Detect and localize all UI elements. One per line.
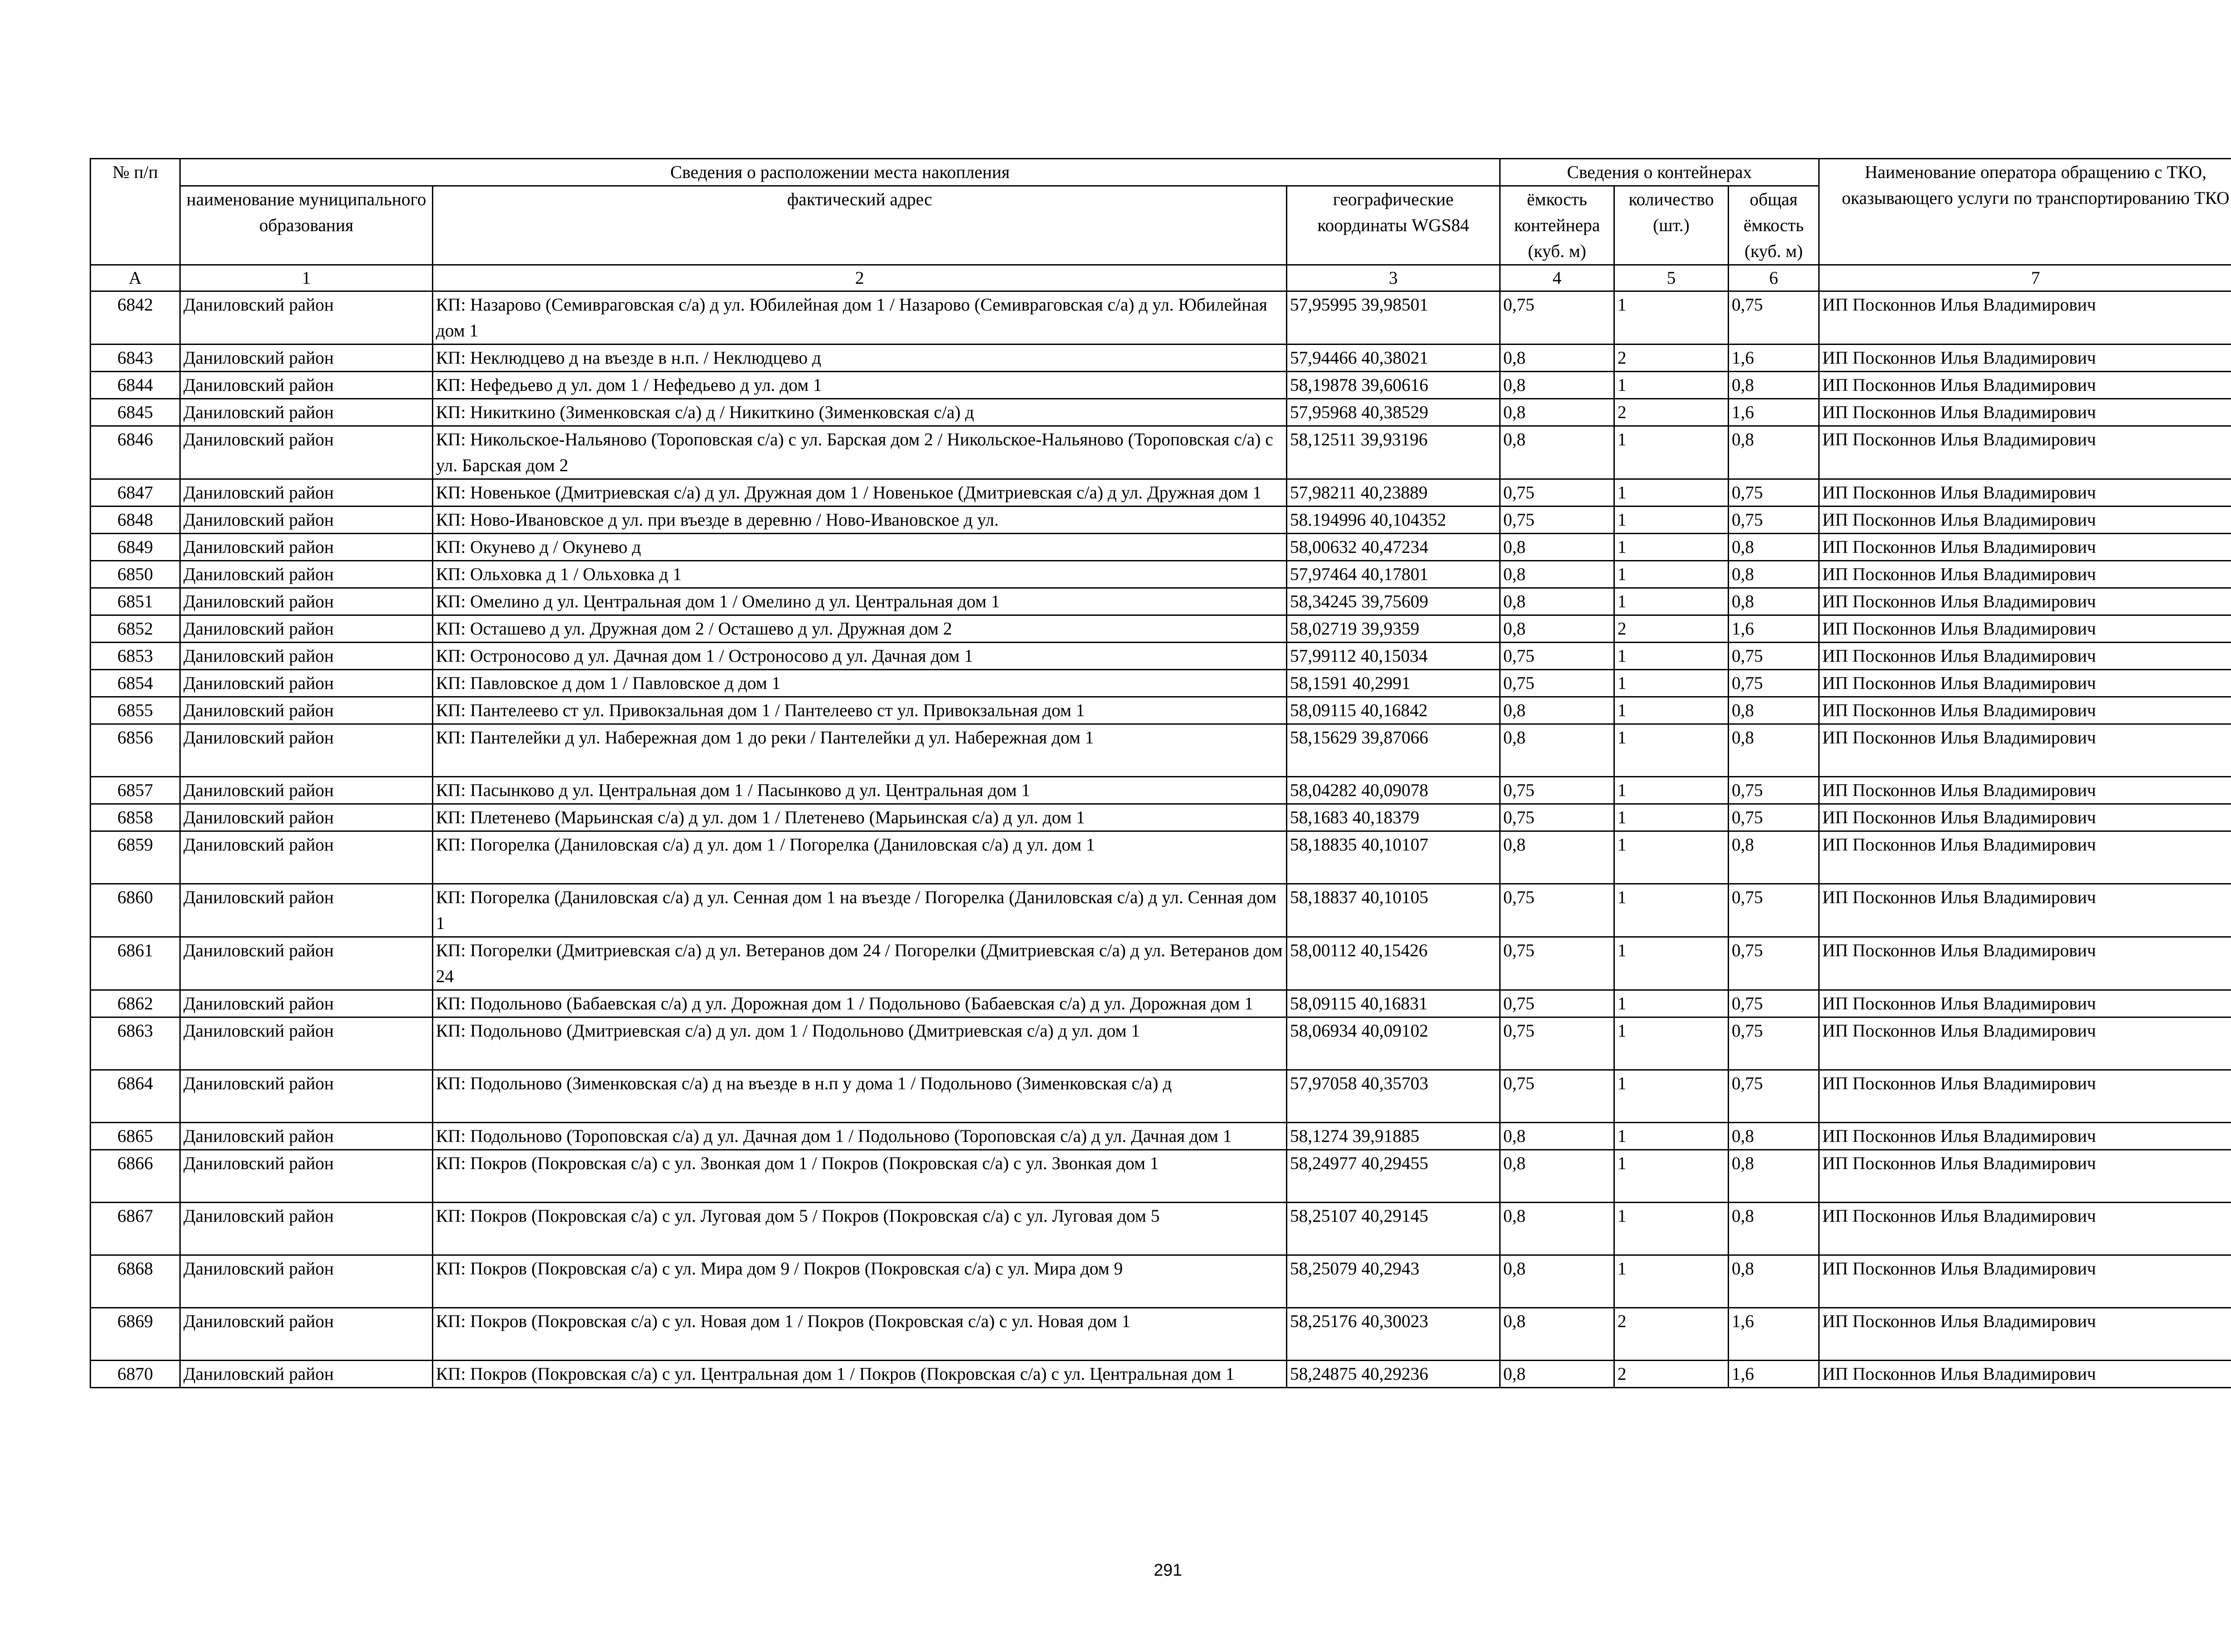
header-index-row <box>91 265 2231 291</box>
total-capacity-cell: 0,75 <box>1729 643 1819 670</box>
operator-cell: ИП Посконнов Илья Владимирович <box>1819 1150 2231 1203</box>
header-group-containers: Сведения о контейнерах <box>1500 159 1819 186</box>
count-cell: 1 <box>1614 372 1729 399</box>
coordinates-cell: 58,18837 40,10105 <box>1287 884 1500 937</box>
table-row <box>91 1308 2231 1361</box>
municipality-cell: Даниловский район <box>180 990 433 1017</box>
table-row <box>91 615 2231 643</box>
total-capacity-cell: 0,8 <box>1729 1123 1819 1150</box>
total-capacity-cell: 0,8 <box>1729 588 1819 615</box>
table-row <box>91 804 2231 831</box>
row-number: 6849 <box>91 534 180 561</box>
header-col-municipality: наименование муниципального образования <box>180 186 433 265</box>
address-cell: КП: Никиткино (Зименковская с/а) д / Никиткино (Зименковская с/а) д <box>433 399 1287 426</box>
table-row <box>91 479 2231 506</box>
table-body <box>91 291 2231 1388</box>
capacity-cell: 0,8 <box>1500 1308 1614 1361</box>
address-cell: КП: Плетенево (Марьинская с/а) д ул. дом 1 / Плетенево (Марьинская с/а) д ул. дом 1 <box>433 804 1287 831</box>
operator-cell: ИП Посконнов Илья Владимирович <box>1819 615 2231 643</box>
address-cell: КП: Ольховка д 1 / Ольховка д 1 <box>433 561 1287 588</box>
row-number: 6870 <box>91 1361 180 1388</box>
count-cell: 2 <box>1614 1361 1729 1388</box>
total-capacity-cell: 0,8 <box>1729 1255 1819 1308</box>
row-number: 6860 <box>91 884 180 937</box>
row-number: 6867 <box>91 1203 180 1255</box>
total-capacity-cell: 0,75 <box>1729 990 1819 1017</box>
coordinates-cell: 58,04282 40,09078 <box>1287 777 1500 804</box>
address-cell: КП: Погорелка (Даниловская с/а) д ул. Сенная дом 1 на въезде / Погорелка (Даниловская с/а) д ул. Сенная дом 1 <box>433 884 1287 937</box>
count-cell: 1 <box>1614 1017 1729 1070</box>
coordinates-cell: 58,1591 40,2991 <box>1287 670 1500 697</box>
capacity-cell: 0,8 <box>1500 588 1614 615</box>
row-number: 6865 <box>91 1123 180 1150</box>
index-cell: 1 <box>180 265 433 291</box>
total-capacity-cell: 0,8 <box>1729 831 1819 884</box>
count-cell: 1 <box>1614 588 1729 615</box>
capacity-cell: 0,75 <box>1500 937 1614 990</box>
table-row <box>91 724 2231 777</box>
municipality-cell: Даниловский район <box>180 1070 433 1123</box>
total-capacity-cell: 0,75 <box>1729 1017 1819 1070</box>
count-cell: 1 <box>1614 1150 1729 1203</box>
table-row <box>91 561 2231 588</box>
count-cell: 2 <box>1614 345 1729 372</box>
registry-table <box>90 158 2231 1388</box>
operator-cell: ИП Посконнов Илья Владимирович <box>1819 561 2231 588</box>
municipality-cell: Даниловский район <box>180 534 433 561</box>
address-cell: КП: Подольново (Зименковская с/а) д на въезде в н.п у дома 1 / Подольново (Зименковская с/а) д <box>433 1070 1287 1123</box>
index-cell: 6 <box>1729 265 1819 291</box>
count-cell: 1 <box>1614 561 1729 588</box>
municipality-cell: Даниловский район <box>180 643 433 670</box>
index-cell: 7 <box>1819 265 2231 291</box>
capacity-cell: 0,8 <box>1500 615 1614 643</box>
row-number: 6859 <box>91 831 180 884</box>
index-cell: 3 <box>1287 265 1500 291</box>
capacity-cell: 0,8 <box>1500 561 1614 588</box>
capacity-cell: 0,75 <box>1500 804 1614 831</box>
capacity-cell: 0,8 <box>1500 724 1614 777</box>
row-number: 6864 <box>91 1070 180 1123</box>
operator-cell: ИП Посконнов Илья Владимирович <box>1819 372 2231 399</box>
municipality-cell: Даниловский район <box>180 937 433 990</box>
operator-cell: ИП Посконнов Илья Владимирович <box>1819 937 2231 990</box>
capacity-cell: 0,75 <box>1500 990 1614 1017</box>
row-number: 6856 <box>91 724 180 777</box>
capacity-cell: 0,75 <box>1500 670 1614 697</box>
capacity-cell: 0,75 <box>1500 506 1614 534</box>
table-row <box>91 399 2231 426</box>
total-capacity-cell: 1,6 <box>1729 345 1819 372</box>
capacity-cell: 0,8 <box>1500 399 1614 426</box>
total-capacity-cell: 0,8 <box>1729 534 1819 561</box>
operator-cell: ИП Посконнов Илья Владимирович <box>1819 804 2231 831</box>
table-row <box>91 372 2231 399</box>
table-row <box>91 1203 2231 1255</box>
index-cell: 5 <box>1614 265 1729 291</box>
table-row <box>91 884 2231 937</box>
coordinates-cell: 57,97464 40,17801 <box>1287 561 1500 588</box>
table-row <box>91 1070 2231 1123</box>
operator-cell: ИП Посконнов Илья Владимирович <box>1819 777 2231 804</box>
table-row <box>91 1255 2231 1308</box>
count-cell: 1 <box>1614 291 1729 345</box>
count-cell: 1 <box>1614 777 1729 804</box>
capacity-cell: 0,8 <box>1500 697 1614 724</box>
capacity-cell: 0,8 <box>1500 372 1614 399</box>
address-cell: КП: Погорелки (Дмитриевская с/а) д ул. Ветеранов дом 24 / Погорелки (Дмитриевская с/а) д ул. Ветеранов дом 24 <box>433 937 1287 990</box>
operator-cell: ИП Посконнов Илья Владимирович <box>1819 670 2231 697</box>
municipality-cell: Даниловский район <box>180 670 433 697</box>
count-cell: 1 <box>1614 426 1729 479</box>
row-number: 6851 <box>91 588 180 615</box>
operator-cell: ИП Посконнов Илья Владимирович <box>1819 1203 2231 1255</box>
row-number: 6862 <box>91 990 180 1017</box>
operator-cell: ИП Посконнов Илья Владимирович <box>1819 426 2231 479</box>
address-cell: КП: Погорелка (Даниловская с/а) д ул. дом 1 / Погорелка (Даниловская с/а) д ул. дом 1 <box>433 831 1287 884</box>
coordinates-cell: 58,34245 39,75609 <box>1287 588 1500 615</box>
operator-cell: ИП Посконнов Илья Владимирович <box>1819 643 2231 670</box>
address-cell: КП: Неклюдцево д на въезде в н.п. / Неклюдцево д <box>433 345 1287 372</box>
address-cell: КП: Покров (Покровская с/а) с ул. Центральная дом 1 / Покров (Покровская с/а) с ул. Центральная дом 1 <box>433 1361 1287 1388</box>
municipality-cell: Даниловский район <box>180 479 433 506</box>
total-capacity-cell: 1,6 <box>1729 1308 1819 1361</box>
count-cell: 1 <box>1614 534 1729 561</box>
municipality-cell: Даниловский район <box>180 372 433 399</box>
total-capacity-cell: 0,8 <box>1729 697 1819 724</box>
operator-cell: ИП Посконнов Илья Владимирович <box>1819 399 2231 426</box>
count-cell: 1 <box>1614 506 1729 534</box>
row-number: 6843 <box>91 345 180 372</box>
municipality-cell: Даниловский район <box>180 724 433 777</box>
count-cell: 1 <box>1614 479 1729 506</box>
address-cell: КП: Пантелейки д ул. Набережная дом 1 до реки / Пантелейки д ул. Набережная дом 1 <box>433 724 1287 777</box>
table-row <box>91 670 2231 697</box>
row-number: 6863 <box>91 1017 180 1070</box>
municipality-cell: Даниловский район <box>180 426 433 479</box>
table-row <box>91 1123 2231 1150</box>
count-cell: 2 <box>1614 1308 1729 1361</box>
row-number: 6869 <box>91 1308 180 1361</box>
table-row <box>91 643 2231 670</box>
row-number: 6850 <box>91 561 180 588</box>
count-cell: 1 <box>1614 1123 1729 1150</box>
municipality-cell: Даниловский район <box>180 1308 433 1361</box>
total-capacity-cell: 0,8 <box>1729 426 1819 479</box>
municipality-cell: Даниловский район <box>180 1203 433 1255</box>
count-cell: 1 <box>1614 1255 1729 1308</box>
coordinates-cell: 58,1683 40,18379 <box>1287 804 1500 831</box>
operator-cell: ИП Посконнов Илья Владимирович <box>1819 588 2231 615</box>
row-number: 6861 <box>91 937 180 990</box>
address-cell: КП: Павловское д дом 1 / Павловское д дом 1 <box>433 670 1287 697</box>
count-cell: 1 <box>1614 990 1729 1017</box>
table-row <box>91 831 2231 884</box>
coordinates-cell: 58,25176 40,30023 <box>1287 1308 1500 1361</box>
header-col-capacity: ёмкость контейнера (куб. м) <box>1500 186 1614 265</box>
address-cell: КП: Назарово (Семивраговская с/а) д ул. Юбилейная дом 1 / Назарово (Семивраговская с/а) д ул. Юбилейная дом 1 <box>433 291 1287 345</box>
table-row <box>91 697 2231 724</box>
operator-cell: ИП Посконнов Илья Владимирович <box>1819 479 2231 506</box>
total-capacity-cell: 0,75 <box>1729 670 1819 697</box>
total-capacity-cell: 1,6 <box>1729 615 1819 643</box>
index-cell: 4 <box>1500 265 1614 291</box>
table-row <box>91 534 2231 561</box>
capacity-cell: 0,75 <box>1500 643 1614 670</box>
coordinates-cell: 58,15629 39,87066 <box>1287 724 1500 777</box>
coordinates-cell: 58,1274 39,91885 <box>1287 1123 1500 1150</box>
capacity-cell: 0,8 <box>1500 831 1614 884</box>
index-cell: 2 <box>433 265 1287 291</box>
capacity-cell: 0,8 <box>1500 534 1614 561</box>
count-cell: 1 <box>1614 804 1729 831</box>
table-row <box>91 291 2231 345</box>
capacity-cell: 0,8 <box>1500 1255 1614 1308</box>
table-row <box>91 1017 2231 1070</box>
operator-cell: ИП Посконнов Илья Владимирович <box>1819 697 2231 724</box>
operator-cell: ИП Посконнов Илья Владимирович <box>1819 506 2231 534</box>
coordinates-cell: 58,09115 40,16831 <box>1287 990 1500 1017</box>
table-row <box>91 990 2231 1017</box>
address-cell: КП: Покров (Покровская с/а) с ул. Мира дом 9 / Покров (Покровская с/а) с ул. Мира дом 9 <box>433 1255 1287 1308</box>
coordinates-cell: 57,94466 40,38021 <box>1287 345 1500 372</box>
coordinates-cell: 57,95995 39,98501 <box>1287 291 1500 345</box>
municipality-cell: Даниловский район <box>180 1255 433 1308</box>
coordinates-cell: 58,25107 40,29145 <box>1287 1203 1500 1255</box>
municipality-cell: Даниловский район <box>180 1017 433 1070</box>
capacity-cell: 0,8 <box>1500 1361 1614 1388</box>
address-cell: КП: Омелино д ул. Центральная дом 1 / Омелино д ул. Центральная дом 1 <box>433 588 1287 615</box>
total-capacity-cell: 0,75 <box>1729 937 1819 990</box>
row-number: 6848 <box>91 506 180 534</box>
address-cell: КП: Ново-Ивановское д ул. при въезде в деревню / Ново-Ивановское д ул. <box>433 506 1287 534</box>
count-cell: 1 <box>1614 937 1729 990</box>
row-number: 6845 <box>91 399 180 426</box>
row-number: 6868 <box>91 1255 180 1308</box>
municipality-cell: Даниловский район <box>180 777 433 804</box>
operator-cell: ИП Посконнов Илья Владимирович <box>1819 1070 2231 1123</box>
operator-cell: ИП Посконнов Илья Владимирович <box>1819 1361 2231 1388</box>
coordinates-cell: 58,25079 40,2943 <box>1287 1255 1500 1308</box>
row-number: 6854 <box>91 670 180 697</box>
table-row <box>91 506 2231 534</box>
municipality-cell: Даниловский район <box>180 588 433 615</box>
capacity-cell: 0,8 <box>1500 345 1614 372</box>
capacity-cell: 0,8 <box>1500 1123 1614 1150</box>
total-capacity-cell: 1,6 <box>1729 399 1819 426</box>
total-capacity-cell: 0,8 <box>1729 561 1819 588</box>
row-number: 6853 <box>91 643 180 670</box>
header-col-number: № п/п <box>91 159 180 265</box>
address-cell: КП: Пантелеево ст ул. Привокзальная дом 1 / Пантелеево ст ул. Привокзальная дом 1 <box>433 697 1287 724</box>
total-capacity-cell: 0,8 <box>1729 724 1819 777</box>
municipality-cell: Даниловский район <box>180 804 433 831</box>
coordinates-cell: 58,06934 40,09102 <box>1287 1017 1500 1070</box>
address-cell: КП: Осташево д ул. Дружная дом 2 / Осташево д ул. Дружная дом 2 <box>433 615 1287 643</box>
operator-cell: ИП Посконнов Илья Владимирович <box>1819 1308 2231 1361</box>
coordinates-cell: 57,97058 40,35703 <box>1287 1070 1500 1123</box>
address-cell: КП: Подольново (Тороповская с/а) д ул. Дачная дом 1 / Подольново (Тороповская с/а) д ул. Дачная дом 1 <box>433 1123 1287 1150</box>
header-col-address: фактический адрес <box>433 186 1287 265</box>
address-cell: КП: Покров (Покровская с/а) с ул. Новая дом 1 / Покров (Покровская с/а) с ул. Новая дом 1 <box>433 1308 1287 1361</box>
row-number: 6866 <box>91 1150 180 1203</box>
total-capacity-cell: 0,75 <box>1729 777 1819 804</box>
coordinates-cell: 58,18835 40,10107 <box>1287 831 1500 884</box>
coordinates-cell: 58,02719 39,9359 <box>1287 615 1500 643</box>
capacity-cell: 0,75 <box>1500 1017 1614 1070</box>
row-number: 6855 <box>91 697 180 724</box>
total-capacity-cell: 0,75 <box>1729 479 1819 506</box>
table-row <box>91 1150 2231 1203</box>
address-cell: КП: Окунево д / Окунево д <box>433 534 1287 561</box>
address-cell: КП: Покров (Покровская с/а) с ул. Луговая дом 5 / Покров (Покровская с/а) с ул. Луговая дом 5 <box>433 1203 1287 1255</box>
coordinates-cell: 58,19878 39,60616 <box>1287 372 1500 399</box>
municipality-cell: Даниловский район <box>180 345 433 372</box>
row-number: 6858 <box>91 804 180 831</box>
count-cell: 1 <box>1614 1070 1729 1123</box>
capacity-cell: 0,75 <box>1500 884 1614 937</box>
coordinates-cell: 57,98211 40,23889 <box>1287 479 1500 506</box>
header-col-coordinates: географические координаты WGS84 <box>1287 186 1500 265</box>
address-cell: КП: Новенькое (Дмитриевская с/а) д ул. Дружная дом 1 / Новенькое (Дмитриевская с/а) д ул. Дружная дом 1 <box>433 479 1287 506</box>
total-capacity-cell: 1,6 <box>1729 1361 1819 1388</box>
coordinates-cell: 58,00632 40,47234 <box>1287 534 1500 561</box>
coordinates-cell: 57,95968 40,38529 <box>1287 399 1500 426</box>
row-number: 6847 <box>91 479 180 506</box>
capacity-cell: 0,75 <box>1500 291 1614 345</box>
operator-cell: ИП Посконнов Илья Владимирович <box>1819 990 2231 1017</box>
table-row <box>91 937 2231 990</box>
operator-cell: ИП Посконнов Илья Владимирович <box>1819 831 2231 884</box>
operator-cell: ИП Посконнов Илья Владимирович <box>1819 1255 2231 1308</box>
coordinates-cell: 58,24875 40,29236 <box>1287 1361 1500 1388</box>
address-cell: КП: Нефедьево д ул. дом 1 / Нефедьево д ул. дом 1 <box>433 372 1287 399</box>
count-cell: 2 <box>1614 399 1729 426</box>
municipality-cell: Даниловский район <box>180 1123 433 1150</box>
municipality-cell: Даниловский район <box>180 884 433 937</box>
row-number: 6842 <box>91 291 180 345</box>
municipality-cell: Даниловский район <box>180 1150 433 1203</box>
table-row <box>91 1361 2231 1388</box>
municipality-cell: Даниловский район <box>180 615 433 643</box>
table-row <box>91 777 2231 804</box>
table-row <box>91 345 2231 372</box>
page-number: 291 <box>1153 1561 1182 1580</box>
address-cell: КП: Никольское-Нальяново (Тороповская с/а) с ул. Барская дом 2 / Никольское-Нальяново (Тороповская с/а) с ул. Барская дом 2 <box>433 426 1287 479</box>
total-capacity-cell: 0,75 <box>1729 506 1819 534</box>
coordinates-cell: 58.194996 40,104352 <box>1287 506 1500 534</box>
count-cell: 2 <box>1614 615 1729 643</box>
capacity-cell: 0,75 <box>1500 777 1614 804</box>
operator-cell: ИП Посконнов Илья Владимирович <box>1819 345 2231 372</box>
row-number: 6852 <box>91 615 180 643</box>
total-capacity-cell: 0,75 <box>1729 884 1819 937</box>
coordinates-cell: 57,99112 40,15034 <box>1287 643 1500 670</box>
operator-cell: ИП Посконнов Илья Владимирович <box>1819 1123 2231 1150</box>
header-group-location: Сведения о расположении места накопления <box>180 159 1500 186</box>
municipality-cell: Даниловский район <box>180 291 433 345</box>
table-row <box>91 426 2231 479</box>
operator-cell: ИП Посконнов Илья Владимирович <box>1819 291 2231 345</box>
capacity-cell: 0,8 <box>1500 1150 1614 1203</box>
count-cell: 1 <box>1614 697 1729 724</box>
operator-cell: ИП Посконнов Илья Владимирович <box>1819 534 2231 561</box>
operator-cell: ИП Посконнов Илья Владимирович <box>1819 884 2231 937</box>
address-cell: КП: Подольново (Дмитриевская с/а) д ул. дом 1 / Подольново (Дмитриевская с/а) д ул. дом 1 <box>433 1017 1287 1070</box>
capacity-cell: 0,8 <box>1500 426 1614 479</box>
municipality-cell: Даниловский район <box>180 561 433 588</box>
count-cell: 1 <box>1614 724 1729 777</box>
municipality-cell: Даниловский район <box>180 831 433 884</box>
municipality-cell: Даниловский район <box>180 399 433 426</box>
address-cell: КП: Покров (Покровская с/а) с ул. Звонкая дом 1 / Покров (Покровская с/а) с ул. Звонкая дом 1 <box>433 1150 1287 1203</box>
header-col-total-capacity: общая ёмкость (куб. м) <box>1729 186 1819 265</box>
total-capacity-cell: 0,8 <box>1729 1203 1819 1255</box>
header-col-operator: Наименование оператора обращению с ТКО, оказывающего услуги по транспортированию ТКО <box>1819 159 2231 265</box>
municipality-cell: Даниловский район <box>180 1361 433 1388</box>
address-cell: КП: Подольново (Бабаевская с/а) д ул. Дорожная дом 1 / Подольново (Бабаевская с/а) д ул. Дорожная дом 1 <box>433 990 1287 1017</box>
row-number: 6844 <box>91 372 180 399</box>
row-number: 6846 <box>91 426 180 479</box>
row-number: 6857 <box>91 777 180 804</box>
count-cell: 1 <box>1614 643 1729 670</box>
header-col-count: количество (шт.) <box>1614 186 1729 265</box>
capacity-cell: 0,75 <box>1500 479 1614 506</box>
total-capacity-cell: 0,8 <box>1729 372 1819 399</box>
total-capacity-cell: 0,75 <box>1729 291 1819 345</box>
operator-cell: ИП Посконнов Илья Владимирович <box>1819 724 2231 777</box>
municipality-cell: Даниловский район <box>180 506 433 534</box>
total-capacity-cell: 0,8 <box>1729 1150 1819 1203</box>
total-capacity-cell: 0,75 <box>1729 1070 1819 1123</box>
operator-cell: ИП Посконнов Илья Владимирович <box>1819 1017 2231 1070</box>
count-cell: 1 <box>1614 831 1729 884</box>
count-cell: 1 <box>1614 884 1729 937</box>
count-cell: 1 <box>1614 670 1729 697</box>
coordinates-cell: 58,00112 40,15426 <box>1287 937 1500 990</box>
capacity-cell: 0,75 <box>1500 1070 1614 1123</box>
municipality-cell: Даниловский район <box>180 697 433 724</box>
coordinates-cell: 58,09115 40,16842 <box>1287 697 1500 724</box>
index-cell: А <box>91 265 180 291</box>
table-row <box>91 588 2231 615</box>
capacity-cell: 0,8 <box>1500 1203 1614 1255</box>
address-cell: КП: Остроносово д ул. Дачная дом 1 / Остроносово д ул. Дачная дом 1 <box>433 643 1287 670</box>
count-cell: 1 <box>1614 1203 1729 1255</box>
address-cell: КП: Пасынково д ул. Центральная дом 1 / Пасынково д ул. Центральная дом 1 <box>433 777 1287 804</box>
header-group-row <box>91 159 2231 186</box>
total-capacity-cell: 0,75 <box>1729 804 1819 831</box>
coordinates-cell: 58,24977 40,29455 <box>1287 1150 1500 1203</box>
coordinates-cell: 58,12511 39,93196 <box>1287 426 1500 479</box>
